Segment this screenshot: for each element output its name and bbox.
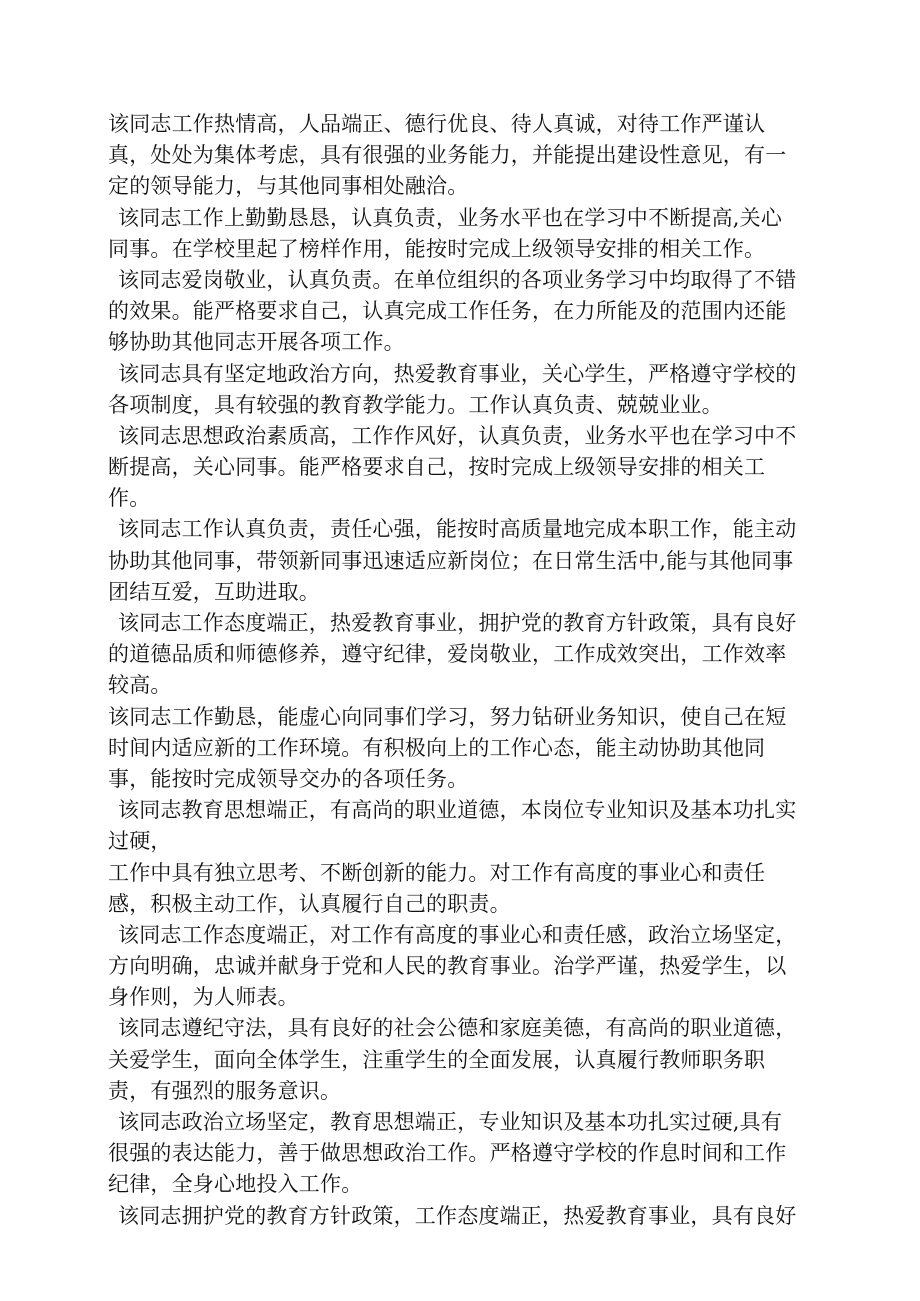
text-line-34: 很强的表达能力，善于做思想政治工作。严格遵守学校的作息时间和工作: [108, 1141, 787, 1166]
text-line-13: 作。: [108, 486, 151, 511]
text-line-2: 真，处处为集体考虑，具有很强的业务能力，并能提出建设性意见，有一: [108, 143, 787, 168]
text-line-31: 关爱学生，面向全体学生，注重学生的全面发展，认真履行教师职务职: [108, 1047, 766, 1072]
text-line-18: 的道德品质和师德修养，遵守纪律，爱岗敬业，工作成效突出，工作效率: [108, 642, 787, 667]
text-line-30: 该同志遵纪守法，具有良好的社会公德和家庭美德，有高尚的职业道德，: [118, 1016, 797, 1041]
text-line-20: 该同志工作勤恳，能虚心向同事们学习，努力钻研业务知识，使自己在短: [108, 704, 787, 729]
text-line-10: 各项制度，具有较强的教育教学能力。工作认真负责、兢兢业业。: [108, 392, 723, 417]
text-line-16: 团结互爱，互助进取。: [108, 579, 320, 604]
text-line-14: 该同志工作认真负责，责任心强，能按时高质量地完成本职工作，能主动: [118, 517, 797, 542]
text-line-23: 该同志教育思想端正，有高尚的职业道德，本岗位专业知识及基本功扎实: [118, 798, 797, 823]
text-line-33: 该同志政治立场坚定，教育思想端正，专业知识及基本功扎实过硬,具有: [118, 1110, 783, 1134]
text-line-36: 该同志拥护党的教育方针政策，工作态度端正，热爱教育事业，具有良好: [118, 1203, 797, 1228]
text-line-3: 定的领导能力，与其他同事相处融洽。: [108, 174, 469, 199]
text-line-32: 责，有强烈的服务意识。: [108, 1078, 342, 1103]
text-line-25: 工作中具有独立思考、不断创新的能力。对工作有高度的事业心和责任: [108, 860, 766, 885]
text-line-24: 过硬，: [108, 829, 172, 854]
text-line-4: 该同志工作上勤勤恳恳，认真负责，业务水平也在学习中不断提高,关心: [118, 205, 783, 230]
text-line-8: 够协助其他同志开展各项工作。: [108, 330, 405, 355]
text-line-29: 身作则，为人师表。: [108, 985, 299, 1010]
text-line-5: 同事。在学校里起了榜样作用，能按时完成上级领导安排的相关工作。: [108, 236, 766, 261]
text-line-28: 方向明确，忠诚并献身于党和人民的教育事业。治学严谨，热爱学生，以: [108, 954, 787, 979]
text-line-21: 时间内适应新的工作环境。有积极向上的工作心态，能主动协助其他同: [108, 735, 766, 760]
text-line-22: 事，能按时完成领导交办的各项任务。: [108, 766, 469, 791]
text-line-7: 的效果。能严格要求自己，认真完成工作任务，在力所能及的范围内还能: [108, 299, 787, 324]
text-line-9: 该同志具有坚定地政治方向，热爱教育事业，关心学生，严格遵守学校的: [118, 361, 797, 386]
text-line-11: 该同志思想政治素质高，工作作风好，认真负责，业务水平也在学习中不: [118, 423, 797, 448]
text-line-1: 该同志工作热情高，人品端正、德行优良、待人真诚，对待工作严谨认: [108, 112, 766, 136]
text-line-6: 该同志爱岗敬业，认真负责。在单位组织的各项业务学习中均取得了不错: [118, 267, 797, 292]
text-line-35: 纪律，全身心地投入工作。: [108, 1172, 363, 1197]
text-line-27: 该同志工作态度端正，对工作有高度的事业心和责任感，政治立场坚定，: [118, 922, 797, 947]
text-line-26: 感，积极主动工作，认真履行自己的职责。: [108, 891, 511, 916]
text-line-19: 较高。: [108, 673, 172, 698]
evaluation-text-body: [108, 109, 828, 1232]
text-line-15: 协助其他同事，带领新同事迅速适应新岗位；在日常生活中,能与其他同事: [108, 548, 794, 573]
text-line-17: 该同志工作态度端正，热爱教育事业，拥护党的教育方针政策，具有良好: [118, 611, 797, 635]
text-line-12: 断提高，关心同事。能严格要求自己，按时完成上级领导安排的相关工: [108, 455, 766, 480]
